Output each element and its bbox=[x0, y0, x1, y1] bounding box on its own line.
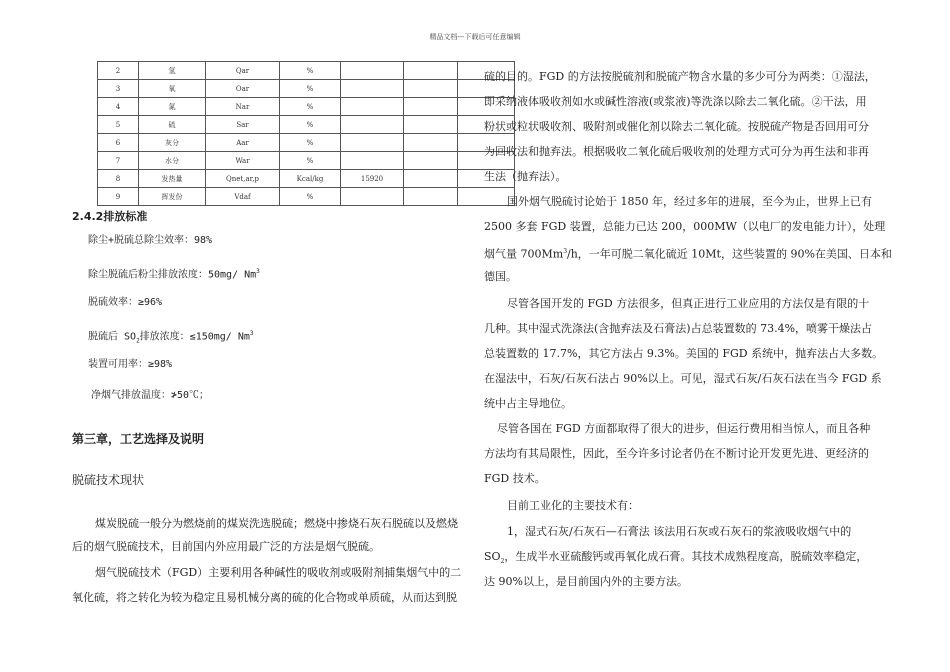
std-line-2: 除尘脱硫后粉尘排放浓度：50mg/ Nm$^3$ bbox=[88, 268, 260, 281]
table-cell: 水分 bbox=[139, 152, 206, 170]
table-cell: 2 bbox=[98, 62, 139, 80]
left-paragraph-1-line-1: 煤炭脱硫一般分为燃烧前的煤炭洗选脱硫；燃烧中掺烧石灰石脱硫以及燃烧 bbox=[95, 517, 458, 530]
table-cell: 7 bbox=[98, 152, 139, 170]
table-cell: Nar bbox=[206, 98, 280, 116]
page-header: 精品文档---下载后可任意编辑 bbox=[429, 33, 521, 41]
right-paragraph-1-line-1: 硫的目的。FGD 的方法按脱硫剂和脱硫产物含水量的多少可分为两类：①湿法， bbox=[484, 70, 876, 83]
right-paragraph-2-line-2: 2500 多套 FGD 装置，总能力已达 200，000MW（以电厂的发电能力计），处理 bbox=[484, 220, 886, 233]
table-cell: 3 bbox=[98, 80, 139, 98]
table-cell: Vdaf bbox=[206, 188, 280, 206]
table-row bbox=[98, 188, 515, 206]
table-cell: % bbox=[280, 152, 341, 170]
table-cell: % bbox=[280, 116, 341, 134]
table-cell: % bbox=[280, 98, 341, 116]
right-paragraph-3-line-1: 尽管各国开发的 FGD 方法很多，但真正进行工业应用的方法仅是有限的十 bbox=[507, 297, 870, 310]
chapter-3-title: 第三章，工艺选择及说明 bbox=[72, 432, 205, 446]
right-paragraph-4-line-1: 尽管各国在 FGD 方面都取得了很大的进步，但运行费用相当惊人，而且各种 bbox=[497, 422, 871, 435]
table-cell bbox=[458, 188, 515, 206]
left-paragraph-2-line-1: 烟气脱硫技术（FGD）主要利用各种碱性的吸收剂或吸附剂捕集烟气中的二 bbox=[95, 566, 462, 579]
subsection-title: 脱硫技术现状 bbox=[72, 473, 145, 487]
table-cell: 硫 bbox=[139, 116, 206, 134]
table-row bbox=[98, 152, 515, 170]
right-paragraph-3-line-4: 在湿法中，石灰/石灰石法占 90%以上。可见，湿式石灰/石灰石法在当今 FGD 系 bbox=[484, 372, 882, 385]
left-paragraph-1-line-2: 后的烟气脱硫技术，目前国内外应用最广泛的方法是烟气脱硫。 bbox=[72, 540, 380, 553]
right-paragraph-1-line-2: 即采纳液体吸收剂如水或碱性溶液(或浆液)等洗涤以除去二氧化硫。②干法，用 bbox=[484, 95, 867, 108]
table-row bbox=[98, 170, 515, 188]
table-cell bbox=[341, 188, 404, 206]
right-paragraph-3-line-2: 几种。其中湿式洗涤法(含抛弃法及石膏法)占总装置数的 73.4%，喷雾干燥法占 bbox=[484, 322, 873, 335]
table-row bbox=[98, 80, 515, 98]
table-cell: 发热量 bbox=[139, 170, 206, 188]
table-cell bbox=[341, 62, 404, 80]
table-cell: Qnet,ar,p bbox=[206, 170, 280, 188]
table-cell: 6 bbox=[98, 134, 139, 152]
table-cell: 氮 bbox=[139, 98, 206, 116]
right-paragraph-1-line-5: 生法（抛弃法）。 bbox=[484, 170, 567, 183]
table-row bbox=[98, 62, 515, 80]
right-paragraph-2-line-4: 德国。 bbox=[484, 270, 517, 283]
table-cell: % bbox=[280, 80, 341, 98]
table-cell: Sar bbox=[206, 116, 280, 134]
table-cell bbox=[341, 98, 404, 116]
right-paragraph-1-line-4: 为回收法和抛弃法。根据吸收二氧化硫后吸收剂的处理方式可分为再生法和非再 bbox=[484, 145, 869, 158]
table-cell bbox=[404, 62, 458, 80]
table-cell: 9 bbox=[98, 188, 139, 206]
table-cell bbox=[341, 80, 404, 98]
table-cell bbox=[404, 152, 458, 170]
table-cell bbox=[404, 188, 458, 206]
right-paragraph-6-line-1: 1，湿式石灰/石灰石—石膏法 该法用石灰或石灰石的浆液吸收烟气中的 bbox=[507, 525, 852, 538]
table-cell: 15920 bbox=[341, 170, 404, 188]
right-paragraph-2-line-3: 烟气量 700Mm$^3$/h，一年可脱二氧化硫近 10Mt，这些装置的 90%在美国、日本和 bbox=[484, 247, 892, 261]
right-paragraph-6-line-2: $SO_2$，生成半水亚硫酸钙或再氧化成石膏。其技术成熟程度高，脱硫效率稳定， bbox=[484, 550, 868, 566]
table-cell: 氢 bbox=[139, 62, 206, 80]
table-cell bbox=[404, 170, 458, 188]
table-cell bbox=[341, 152, 404, 170]
right-paragraph-6-line-3: 达 90%以上，是目前国内外的主要方法。 bbox=[484, 575, 688, 588]
table-cell: Kcal/kg bbox=[280, 170, 341, 188]
right-paragraph-5: 目前工业化的主要技术有： bbox=[507, 499, 639, 512]
table-cell: % bbox=[280, 188, 341, 206]
std-line-1: 除尘+脱硫总除尘效率：98% bbox=[88, 235, 213, 246]
table-cell bbox=[404, 116, 458, 134]
table-cell: 4 bbox=[98, 98, 139, 116]
table-row bbox=[98, 134, 515, 152]
std-line-3: 脱硫效率：≥96% bbox=[88, 297, 163, 308]
table-cell: Aar bbox=[206, 134, 280, 152]
table-cell: 灰分 bbox=[139, 134, 206, 152]
table-cell: Oar bbox=[206, 80, 280, 98]
table-cell: 挥发份 bbox=[139, 188, 206, 206]
table-row bbox=[98, 116, 515, 134]
std-line-6: 净烟气排放温度：≯50℃； bbox=[91, 390, 210, 401]
table-cell: 5 bbox=[98, 116, 139, 134]
table-cell: War bbox=[206, 152, 280, 170]
table-cell: % bbox=[280, 62, 341, 80]
table-cell bbox=[341, 134, 404, 152]
table-cell: % bbox=[280, 134, 341, 152]
table-cell: 氧 bbox=[139, 80, 206, 98]
right-paragraph-3-line-3: 总装置数的 17.7%，其它方法占 9.3%。美国的 FGD 系统中，抛弃法占大多数。 bbox=[484, 347, 884, 360]
right-paragraph-3-line-5: 统中占主导地位。 bbox=[484, 397, 572, 410]
std-line-4: 脱硫后 $SO_2$排放浓度：≤150mg/ Nm$^3$ bbox=[88, 330, 254, 345]
right-paragraph-4-line-2: 方法均有其局限性，因此，至今许多讨论者仍在不断讨论开发更先进、更经济的 bbox=[484, 447, 869, 460]
section-heading-2-4-2: 2.4.2排放标准 bbox=[72, 210, 148, 223]
coal-parameter-table bbox=[97, 61, 515, 206]
table-cell: 8 bbox=[98, 170, 139, 188]
right-paragraph-1-line-3: 粉状或粒状吸收剂、吸附剂或催化剂以除去二氧化硫。按脱硫产物是否回用可分 bbox=[484, 120, 869, 133]
table-row bbox=[98, 98, 515, 116]
table-cell bbox=[341, 116, 404, 134]
table-cell bbox=[404, 98, 458, 116]
left-paragraph-2-line-2: 氧化硫，将之转化为较为稳定且易机械分离的硫的化合物或单质硫，从而达到脱 bbox=[72, 591, 457, 604]
table-cell bbox=[404, 134, 458, 152]
right-paragraph-4-line-3: FGD 技术。 bbox=[484, 472, 546, 485]
right-paragraph-2-line-1: 国外烟气脱硫讨论始于 1850 年，经过多年的进展，至今为止，世界上已有 bbox=[507, 195, 872, 208]
std-line-5: 装置可用率：≥98% bbox=[88, 359, 173, 370]
table-cell bbox=[404, 80, 458, 98]
table-cell: Qar bbox=[206, 62, 280, 80]
